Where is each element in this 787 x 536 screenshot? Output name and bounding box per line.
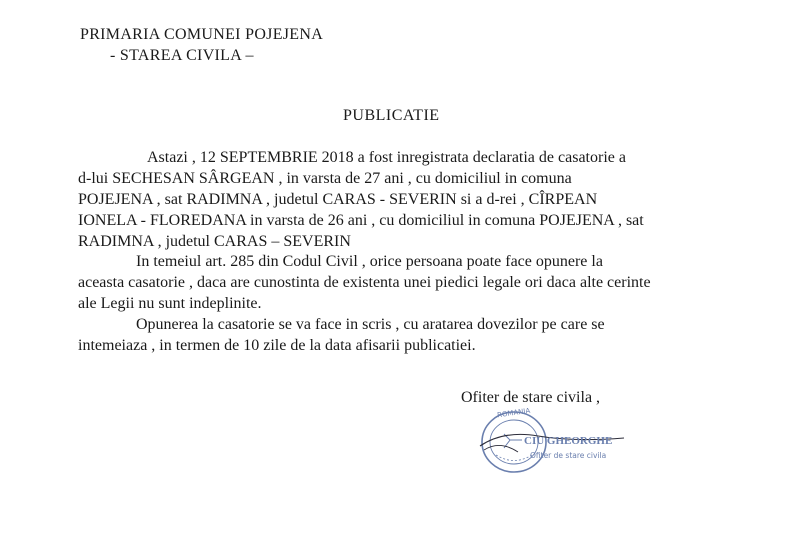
paragraph-2-line: aceasta casatorie , daca are cunostinta de existenta unei piedici legale ori daca alte cerinte	[78, 274, 651, 291]
paragraph-3-line: intemeiaza , in termen de 10 zile de la data afisarii publicatiei.	[78, 337, 476, 354]
paragraph-1-line: POJEJENA , sat RADIMNA , judetul CARAS - SEVERIN si a d-rei , CÎRPEAN	[78, 191, 598, 208]
stamp-name-text: CIU GHEORGHE	[524, 435, 613, 447]
paragraph-2-line: In temeiul art. 285 din Codul Civil , orice persoana poate face opunere la	[136, 253, 603, 270]
paragraph-3-line: Opunerea la casatorie se va face in scris , cu aratarea dovezilor pe care se	[136, 316, 605, 333]
department-header: - STAREA CIVILA –	[110, 47, 254, 64]
paragraph-1-line: Astazi , 12 SEPTEMBRIE 2018 a fost inregistrata declaratia de casatorie a	[147, 149, 626, 166]
stamp-role-text: Ofiter de stare civila	[530, 451, 607, 460]
officer-label: Ofiter de stare civila ,	[461, 389, 601, 406]
paragraph-1-line: RADIMNA , judetul CARAS – SEVERIN	[78, 233, 351, 250]
paragraph-1-line: IONELA - FLOREDANA in varsta de 26 ani , cu domiciliul in comuna POJEJENA , sat	[78, 212, 644, 229]
stamp-country-text: ROMANIA	[496, 406, 531, 420]
paragraph-1-line: d-lui SECHESAN SÂRGEAN , in varsta de 27 ani , cu domiciliul in comuna	[78, 170, 572, 187]
document-title: PUBLICATIE	[343, 107, 440, 124]
paragraph-2-line: ale Legii nu sunt indeplinite.	[78, 295, 262, 312]
signature-stroke	[484, 445, 518, 452]
official-stamp	[474, 400, 634, 480]
institution-header: PRIMARIA COMUNEI POJEJENA	[80, 26, 324, 43]
